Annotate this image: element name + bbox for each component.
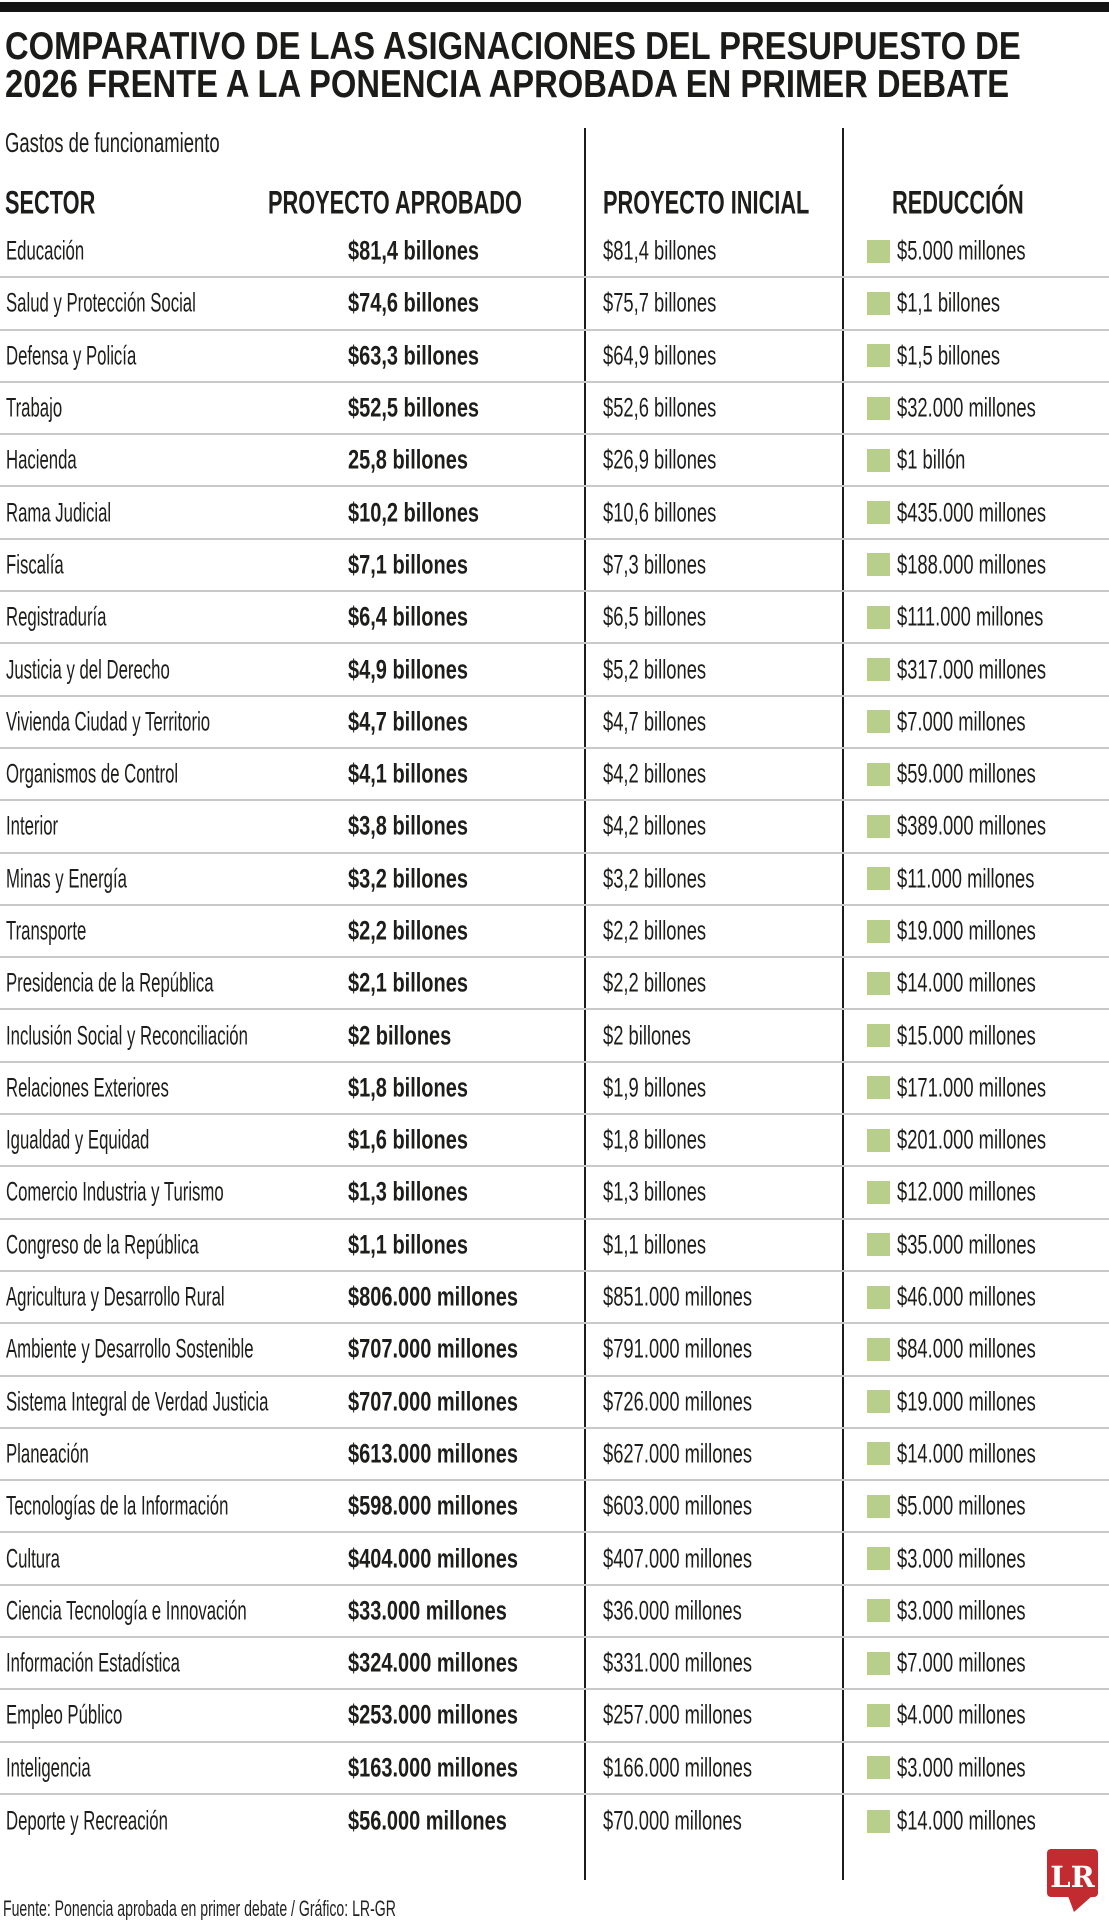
- table-row: [0, 1377, 1109, 1429]
- reduction-value: $7.000 millones: [897, 706, 1026, 737]
- initial-value: $7,3 billones: [603, 549, 707, 580]
- initial-value: $627.000 millones: [603, 1438, 753, 1469]
- table-row: [0, 1533, 1109, 1585]
- sector-label: Presidencia de la República: [6, 967, 214, 998]
- reduction-swatch-icon: [867, 1756, 890, 1779]
- reduction-swatch-icon: [867, 658, 890, 681]
- approved-value: $707.000 millones: [348, 1386, 518, 1417]
- reduction-swatch-icon: [867, 1286, 890, 1309]
- approved-value: $2,2 billones: [348, 915, 468, 946]
- table-row: [0, 487, 1109, 539]
- table-row: [0, 1690, 1109, 1742]
- initial-value: $2,2 billones: [603, 915, 707, 946]
- reduction-value: $3.000 millones: [897, 1752, 1026, 1783]
- reduction-swatch-icon: [867, 606, 890, 629]
- sector-label: Justicia y del Derecho: [6, 654, 170, 685]
- table-row: [0, 540, 1109, 592]
- reduction-value: $12.000 millones: [897, 1176, 1036, 1207]
- initial-value: $81,4 billones: [603, 235, 717, 266]
- sector-label: Empleo Público: [6, 1699, 123, 1730]
- initial-value: $3,2 billones: [603, 863, 707, 894]
- reduction-value: $84.000 millones: [897, 1333, 1036, 1364]
- reduction-swatch-icon: [867, 344, 890, 367]
- approved-value: $253.000 millones: [348, 1699, 518, 1730]
- approved-value: $598.000 millones: [348, 1490, 518, 1521]
- reduction-value: $19.000 millones: [897, 1386, 1036, 1417]
- reduction-value: $111.000 millones: [897, 601, 1044, 632]
- table-row: [0, 697, 1109, 749]
- sector-label: Relaciones Exteriores: [6, 1072, 169, 1103]
- sector-label: Agricultura y Desarrollo Rural: [6, 1281, 225, 1312]
- table-body: [0, 226, 1109, 1847]
- approved-value: $1,8 billones: [348, 1072, 468, 1103]
- source-credit: Fuente: Ponencia aprobada en primer debate / Gráfico: LR-GR: [3, 1896, 396, 1920]
- reduction-value: $19.000 millones: [897, 915, 1036, 946]
- sector-label: Ambiente y Desarrollo Sostenible: [6, 1333, 254, 1364]
- approved-value: $2,1 billones: [348, 967, 468, 998]
- reduction-value: $1 billón: [897, 444, 966, 475]
- initial-value: $6,5 billones: [603, 601, 707, 632]
- reduction-value: $188.000 millones: [897, 549, 1047, 580]
- reduction-value: $11.000 millones: [897, 863, 1035, 894]
- approved-value: $613.000 millones: [348, 1438, 518, 1469]
- approved-value: $707.000 millones: [348, 1333, 518, 1364]
- column-header-sector: SECTOR: [5, 184, 96, 221]
- reduction-swatch-icon: [867, 815, 890, 838]
- sector-label: Vivienda Ciudad y Territorio: [6, 706, 211, 737]
- reduction-swatch-icon: [867, 1233, 890, 1256]
- initial-value: $10,6 billones: [603, 497, 717, 528]
- initial-value: $2,2 billones: [603, 967, 707, 998]
- reduction-value: $15.000 millones: [897, 1020, 1036, 1051]
- table-row: [0, 331, 1109, 383]
- approved-value: $404.000 millones: [348, 1543, 518, 1574]
- reduction-swatch-icon: [867, 1704, 890, 1727]
- approved-value: $52,5 billones: [348, 392, 480, 423]
- reduction-swatch-icon: [867, 920, 890, 943]
- table-row: [0, 958, 1109, 1010]
- reduction-value: $3.000 millones: [897, 1595, 1026, 1626]
- initial-value: $726.000 millones: [603, 1386, 753, 1417]
- reduction-value: $1,5 billones: [897, 340, 1001, 371]
- reduction-swatch-icon: [867, 1129, 890, 1152]
- table-row: [0, 1586, 1109, 1638]
- sector-label: Educación: [6, 235, 85, 266]
- table-row: [0, 801, 1109, 853]
- reduction-value: $7.000 millones: [897, 1647, 1026, 1678]
- lr-logo-tail: [1068, 1896, 1092, 1912]
- approved-value: $1,3 billones: [348, 1176, 468, 1207]
- reduction-value: $201.000 millones: [897, 1124, 1047, 1155]
- sector-label: Fiscalía: [6, 549, 64, 580]
- initial-value: $4,7 billones: [603, 706, 707, 737]
- table-row: [0, 592, 1109, 644]
- reduction-value: $317.000 millones: [897, 654, 1047, 685]
- reduction-swatch-icon: [867, 1024, 890, 1047]
- table-row: [0, 749, 1109, 801]
- approved-value: $56.000 millones: [348, 1805, 507, 1836]
- sector-label: Registraduría: [6, 601, 107, 632]
- reduction-swatch-icon: [867, 449, 890, 472]
- reduction-value: $14.000 millones: [897, 1438, 1036, 1469]
- reduction-value: $4.000 millones: [897, 1699, 1026, 1730]
- table-row: [0, 644, 1109, 696]
- approved-value: $2 billones: [348, 1020, 452, 1051]
- initial-value: $851.000 millones: [603, 1281, 753, 1312]
- reduction-value: $46.000 millones: [897, 1281, 1036, 1312]
- sector-label: Inteligencia: [6, 1752, 91, 1783]
- approved-value: $1,1 billones: [348, 1229, 468, 1260]
- reduction-value: $1,1 billones: [897, 287, 1001, 318]
- reduction-swatch-icon: [867, 710, 890, 733]
- table-row: [0, 1429, 1109, 1481]
- table-row: [0, 226, 1109, 278]
- table-row: [0, 1638, 1109, 1690]
- approved-value: $6,4 billones: [348, 601, 468, 632]
- reduction-swatch-icon: [867, 292, 890, 315]
- sector-label: Minas y Energía: [6, 863, 127, 894]
- sector-label: Interior: [6, 810, 59, 841]
- initial-value: $70.000 millones: [603, 1805, 742, 1836]
- reduction-value: $5.000 millones: [897, 235, 1026, 266]
- table-row: [0, 1115, 1109, 1167]
- sector-label: Igualdad y Equidad: [6, 1124, 150, 1155]
- reduction-swatch-icon: [867, 1338, 890, 1361]
- reduction-value: $14.000 millones: [897, 1805, 1036, 1836]
- initial-value: $26,9 billones: [603, 444, 717, 475]
- sector-label: Rama Judicial: [6, 497, 112, 528]
- approved-value: $74,6 billones: [348, 287, 480, 318]
- reduction-value: $59.000 millones: [897, 758, 1036, 789]
- sector-label: Hacienda: [6, 444, 77, 475]
- reduction-swatch-icon: [867, 397, 890, 420]
- reduction-value: $5.000 millones: [897, 1490, 1026, 1521]
- approved-value: $3,8 billones: [348, 810, 468, 841]
- approved-value: $163.000 millones: [348, 1752, 518, 1783]
- approved-value: $4,9 billones: [348, 654, 468, 685]
- approved-value: $4,7 billones: [348, 706, 468, 737]
- reduction-value: $3.000 millones: [897, 1543, 1026, 1574]
- approved-value: $4,1 billones: [348, 758, 468, 789]
- initial-value: $407.000 millones: [603, 1543, 753, 1574]
- initial-value: $603.000 millones: [603, 1490, 753, 1521]
- initial-value: $1,8 billones: [603, 1124, 707, 1155]
- sector-label: Cultura: [6, 1543, 60, 1574]
- top-black-bar: [0, 2, 1109, 12]
- table-row: [0, 1167, 1109, 1219]
- title-line-1: COMPARATIVO DE LAS ASIGNACIONES DEL PRESUPUESTO DE: [5, 25, 1021, 68]
- lr-logo: [1046, 1848, 1100, 1914]
- table-row: [0, 906, 1109, 958]
- reduction-swatch-icon: [867, 501, 890, 524]
- approved-value: $81,4 billones: [348, 235, 480, 266]
- page-title: [5, 25, 1109, 106]
- initial-value: $4,2 billones: [603, 758, 707, 789]
- sector-label: Deporte y Recreación: [6, 1805, 168, 1836]
- sector-label: Defensa y Policía: [6, 340, 137, 371]
- reduction-swatch-icon: [867, 1390, 890, 1413]
- table-row: [0, 1481, 1109, 1533]
- initial-value: $1,3 billones: [603, 1176, 707, 1207]
- initial-value: $166.000 millones: [603, 1752, 753, 1783]
- reduction-value: $389.000 millones: [897, 810, 1047, 841]
- table-row: [0, 1795, 1109, 1847]
- reduction-swatch-icon: [867, 1810, 890, 1833]
- initial-value: $5,2 billones: [603, 654, 707, 685]
- reduction-value: $32.000 millones: [897, 392, 1036, 423]
- sector-label: Inclusión Social y Reconciliación: [6, 1020, 248, 1051]
- initial-value: $36.000 millones: [603, 1595, 742, 1626]
- reduction-swatch-icon: [867, 1652, 890, 1675]
- column-header-reduccion: REDUCCIÓN: [892, 184, 1024, 221]
- approved-value: $10,2 billones: [348, 497, 480, 528]
- reduction-swatch-icon: [867, 1547, 890, 1570]
- table-row: [0, 1272, 1109, 1324]
- table-row: [0, 1010, 1109, 1062]
- sector-label: Planeación: [6, 1438, 89, 1469]
- sector-label: Congreso de la República: [6, 1229, 199, 1260]
- approved-value: $3,2 billones: [348, 863, 468, 894]
- reduction-value: $435.000 millones: [897, 497, 1047, 528]
- sector-label: Sistema Integral de Verdad Justicia: [6, 1386, 269, 1417]
- reduction-swatch-icon: [867, 1181, 890, 1204]
- reduction-swatch-icon: [867, 763, 890, 786]
- table-row: [0, 1063, 1109, 1115]
- reduction-value: $171.000 millones: [897, 1072, 1047, 1103]
- table-row: [0, 1743, 1109, 1795]
- sector-label: Ciencia Tecnología e Innovación: [6, 1595, 247, 1626]
- initial-value: $331.000 millones: [603, 1647, 753, 1678]
- initial-value: $791.000 millones: [603, 1333, 753, 1364]
- lr-logo-text: LR: [1050, 1860, 1095, 1894]
- table-row: [0, 1220, 1109, 1272]
- initial-value: $52,6 billones: [603, 392, 717, 423]
- sector-label: Tecnologías de la Información: [6, 1490, 229, 1521]
- sector-label: Trabajo: [6, 392, 63, 423]
- table-row: [0, 278, 1109, 330]
- approved-value: $1,6 billones: [348, 1124, 468, 1155]
- sector-label: Información Estadística: [6, 1647, 180, 1678]
- table-row: [0, 854, 1109, 906]
- column-header-proyecto-inicial: PROYECTO INICIAL: [603, 184, 810, 221]
- approved-value: $806.000 millones: [348, 1281, 518, 1312]
- initial-value: $257.000 millones: [603, 1699, 753, 1730]
- initial-value: $2 billones: [603, 1020, 691, 1051]
- sector-label: Comercio Industria y Turismo: [6, 1176, 224, 1207]
- subtitle: Gastos de funcionamiento: [5, 127, 220, 158]
- reduction-swatch-icon: [867, 972, 890, 995]
- approved-value: $63,3 billones: [348, 340, 480, 371]
- reduction-swatch-icon: [867, 1599, 890, 1622]
- sector-label: Organismos de Control: [6, 758, 179, 789]
- initial-value: $1,1 billones: [603, 1229, 707, 1260]
- table-row: [0, 383, 1109, 435]
- column-header-proyecto-aprobado: PROYECTO APROBADO: [268, 184, 522, 221]
- reduction-value: $14.000 millones: [897, 967, 1036, 998]
- title-line-2: 2026 FRENTE A LA PONENCIA APROBADA EN PRIMER DEBATE: [5, 63, 1010, 106]
- approved-value: $7,1 billones: [348, 549, 468, 580]
- reduction-swatch-icon: [867, 1442, 890, 1465]
- reduction-swatch-icon: [867, 1495, 890, 1518]
- table-row: [0, 1324, 1109, 1376]
- approved-value: 25,8 billones: [348, 444, 468, 475]
- sector-label: Transporte: [6, 915, 87, 946]
- initial-value: $4,2 billones: [603, 810, 707, 841]
- initial-value: $75,7 billones: [603, 287, 717, 318]
- initial-value: $1,9 billones: [603, 1072, 707, 1103]
- sector-label: Salud y Protección Social: [6, 287, 196, 318]
- reduction-swatch-icon: [867, 1076, 890, 1099]
- approved-value: $33.000 millones: [348, 1595, 507, 1626]
- initial-value: $64,9 billones: [603, 340, 717, 371]
- reduction-swatch-icon: [867, 240, 890, 263]
- reduction-value: $35.000 millones: [897, 1229, 1036, 1260]
- reduction-swatch-icon: [867, 553, 890, 576]
- table-row: [0, 435, 1109, 487]
- approved-value: $324.000 millones: [348, 1647, 518, 1678]
- reduction-swatch-icon: [867, 867, 890, 890]
